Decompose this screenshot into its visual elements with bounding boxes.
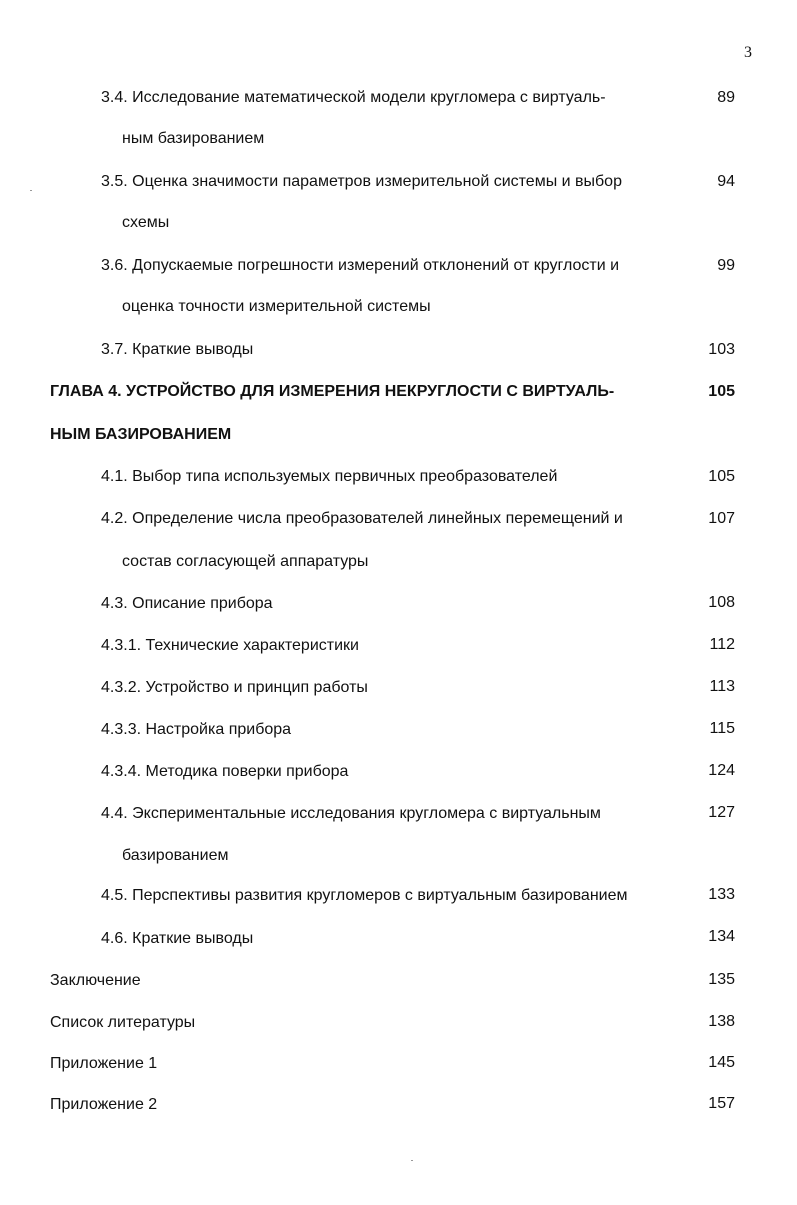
toc-entry-4-5-page: 133 [708,886,735,903]
toc-entry-4-3-2-page: 113 [709,678,735,695]
toc-entry-appendix-1: Приложение 1 [50,1055,158,1072]
page-number: 3 [744,44,752,61]
toc-entry-appendix-1-page: 145 [708,1054,735,1071]
toc-entry-conclusion-page: 135 [708,971,735,988]
toc-entry-3-6-line-1: 3.6. Допускаемые погрешности измерений отклонений от круглости и [101,257,620,274]
toc-entry-appendix-2-page: 157 [708,1095,735,1112]
toc-entry-3-7: 3.7. Краткие выводы [101,341,254,358]
toc-entry-3-6-page: 99 [717,257,735,274]
toc-chapter-4-line-1: ГЛАВА 4. УСТРОЙСТВО ДЛЯ ИЗМЕРЕНИЯ НЕКРУГЛОСТИ С ВИРТУАЛЬ- [50,383,615,400]
toc-entry-4-3-2: 4.3.2. Устройство и принцип работы [101,679,368,696]
toc-entry-4-3-3-page: 115 [709,720,735,737]
toc-entry-references: Список литературы [50,1014,196,1031]
toc-entry-4-3-1: 4.3.1. Технические характеристики [101,637,359,654]
toc-chapter-4-page: 105 [708,383,735,400]
toc-entry-4-5: 4.5. Перспективы развития кругломеров с виртуальным базированием [101,887,628,904]
toc-entry-4-3-3: 4.3.3. Настройка прибора [101,721,292,738]
scan-speck [411,1160,413,1161]
toc-entry-4-3-4: 4.3.4. Методика поверки прибора [101,763,349,780]
toc-entry-3-7-page: 103 [708,341,735,358]
toc-entry-4-3-1-page: 112 [709,636,735,653]
toc-entry-appendix-2: Приложение 2 [50,1096,158,1113]
toc-entry-4-3-4-page: 124 [708,762,735,779]
toc-entry-3-6-line-2: оценка точности измерительной системы [122,298,431,315]
toc-entry-4-2-line-2: состав согласующей аппаратуры [122,553,369,570]
toc-entry-3-5-line-2: схемы [122,214,170,231]
toc-entry-4-1: 4.1. Выбор типа используемых первичных преобразователей [101,468,558,485]
toc-entry-3-4-line-2: ным базированием [122,130,265,147]
toc-entry-3-4-line-1: 3.4. Исследование математической модели кругломера с виртуаль- [101,89,606,106]
toc-entry-4-4-page: 127 [708,804,735,821]
toc-entry-4-3-page: 108 [708,594,735,611]
toc-entry-references-page: 138 [708,1013,735,1030]
toc-entry-4-6-page: 134 [708,928,735,945]
scan-speck [30,190,32,191]
toc-entry-4-2-line-1: 4.2. Определение числа преобразователей линейных перемещений и [101,510,623,527]
toc-entry-3-5-line-1: 3.5. Оценка значимости параметров измерительной системы и выбор [101,173,622,190]
toc-entry-4-6: 4.6. Краткие выводы [101,930,254,947]
toc-entry-3-5-page: 94 [717,173,735,190]
toc-entry-4-2-page: 107 [708,510,735,527]
toc-entry-4-3: 4.3. Описание прибора [101,595,273,612]
toc-entry-conclusion: Заключение [50,972,141,989]
toc-chapter-4-line-2: НЫМ БАЗИРОВАНИЕМ [50,426,232,443]
toc-entry-4-1-page: 105 [708,468,735,485]
toc-entry-4-4-line-2: базированием [122,847,229,864]
toc-entry-4-4-line-1: 4.4. Экспериментальные исследования кругломера с виртуальным [101,805,601,822]
toc-entry-3-4-page: 89 [717,89,735,106]
